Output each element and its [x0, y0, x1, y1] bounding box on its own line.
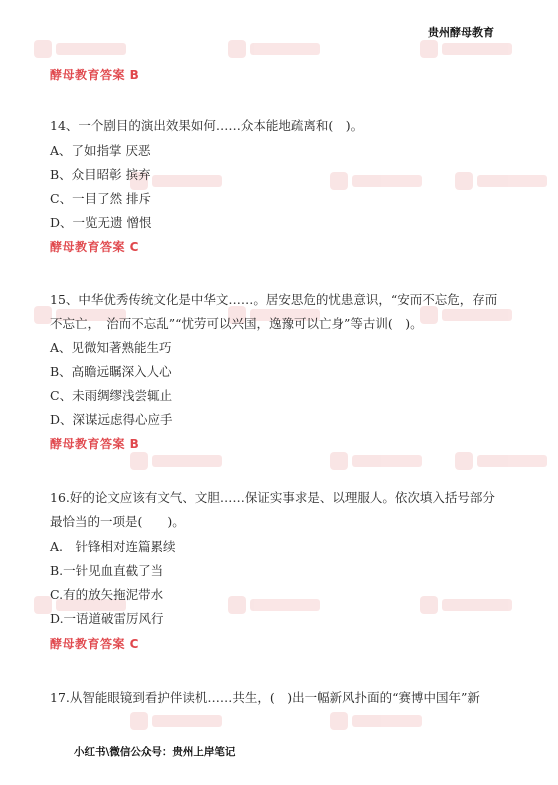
- watermark-logo: [455, 172, 551, 190]
- question-15-option-b: B、高瞻远瞩深入人心: [50, 364, 172, 379]
- watermark-logo: [420, 40, 516, 58]
- question-14-option-c: C、一目了然 排斥: [50, 191, 152, 206]
- header-brand: 贵州酵母教育: [428, 26, 494, 39]
- question-15-stem-line1: 15、中华优秀传统文化是中华文……。居安思危的忧患意识，“安而不忘危，存而: [50, 292, 498, 307]
- watermark-logo: [130, 452, 226, 470]
- watermark-logo: [34, 40, 130, 58]
- question-14-option-d: D、一览无遗 憎恨: [50, 215, 152, 230]
- question-14-option-b: B、众目昭彰 摈弃: [50, 167, 151, 182]
- watermark-logo: [420, 596, 516, 614]
- question-14-option-a: A、了如指掌 厌恶: [50, 143, 151, 158]
- question-15-stem-line2: 不忘亡， 治而不忘乱”“忧劳可以兴国，逸豫可以亡身”等古训( )。: [50, 316, 423, 331]
- question-16-stem-line2: 最恰当的一项是( )。: [50, 514, 185, 529]
- watermark-logo: [130, 712, 226, 730]
- question-16-option-b: B.一针见血直截了当: [50, 563, 164, 578]
- footer-source: 小红书\微信公众号：贵州上岸笔记: [74, 746, 236, 758]
- watermark-logo: [330, 452, 426, 470]
- answer-13: 酵母教育答案 B: [50, 68, 140, 82]
- answer-15: 酵母教育答案 B: [50, 437, 140, 451]
- question-16-option-a: A. 针锋相对连篇累续: [50, 539, 176, 554]
- answer-16: 酵母教育答案 C: [50, 637, 139, 651]
- watermark-logo: [228, 596, 324, 614]
- watermark-logo: [228, 40, 324, 58]
- question-15-option-a: A、见微知著熟能生巧: [50, 340, 172, 355]
- question-16-stem-line1: 16.好的论文应该有文气、文胆……保证实事求是、以理服人。依次填入括号部分: [50, 490, 495, 505]
- watermark-logo: [420, 306, 516, 324]
- question-16-option-c: C.有的放矢拖泥带水: [50, 587, 164, 602]
- question-16-option-d: D.一语道破雷厉风行: [50, 611, 164, 626]
- question-14-stem: 14、一个剧目的演出效果如何……众本能地疏离和( )。: [50, 118, 364, 133]
- watermark-logo: [455, 452, 551, 470]
- question-17-stem-line1: 17.从智能眼镜到看护伴读机……共生，( )出一幅新风扑面的“赛博中国年”新: [50, 690, 480, 705]
- answer-14: 酵母教育答案 C: [50, 240, 139, 254]
- question-15-option-c: C、未雨绸缪浅尝辄止: [50, 388, 173, 403]
- watermark-logo: [330, 712, 426, 730]
- watermark-logo: [330, 172, 426, 190]
- question-15-option-d: D、深谋远虑得心应手: [50, 412, 173, 427]
